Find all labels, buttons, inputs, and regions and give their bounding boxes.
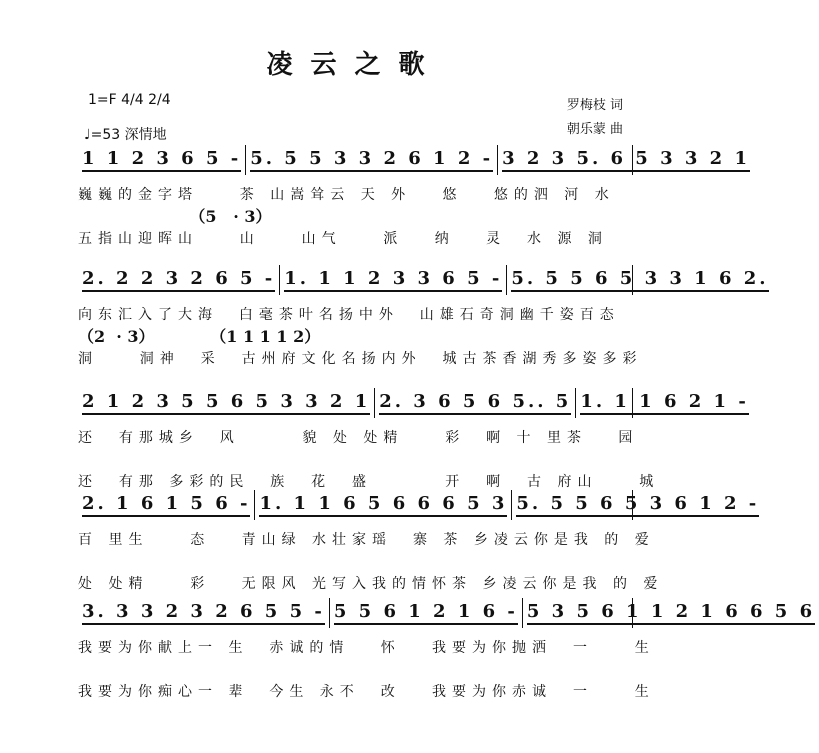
key-signature: 1=F 4/4 2/4	[88, 92, 171, 108]
measure-notes: 1. 1 1 2 3 3 6 5 -	[284, 268, 502, 292]
alt-notes	[78, 552, 633, 572]
measure	[279, 265, 506, 295]
measure-notes: 2. 1 6 1 5 6 -	[82, 493, 250, 517]
notes-row	[78, 265, 769, 295]
measure-notes: 3. 3 3 2 3 2 6 5 5 -	[82, 601, 325, 625]
lyrics-verse-2: 洞 洞神 采 古州府文化名扬内外 城古茶香湖秀多姿多彩	[78, 351, 643, 367]
score-system	[78, 598, 816, 704]
lyrics-verse-2: 还 有那 多彩的民 族 花 盛 开 啊 古 府山 城	[78, 474, 660, 490]
measure-notes: 1. 1 1 6 5 6 6 6 5 3	[259, 493, 507, 517]
lyrics-verse-1: 巍巍的金字塔 茶 山嵩耸云 天 外 悠 悠的泗 河 水	[78, 187, 615, 203]
measure	[78, 265, 279, 295]
measure	[329, 598, 522, 628]
composer-credit: 朝乐蒙 曲	[566, 122, 623, 137]
measure	[78, 388, 374, 418]
measure	[497, 145, 754, 175]
lyrics-verse-1: 我要为你献上一 生 赤诚的情 怀 我要为你抛洒 一 生	[78, 640, 655, 656]
tempo-marking: ♩=53 深情地	[84, 127, 167, 143]
measure	[522, 598, 819, 628]
measure-notes: 2. 3 6 5 6 5.. 5	[379, 391, 571, 415]
measure-notes: 5. 5 5 6 5 3 6 1 2 -	[516, 493, 759, 517]
measure	[511, 490, 763, 520]
score-system	[78, 388, 749, 494]
measure	[245, 145, 497, 175]
measure	[78, 145, 245, 175]
score-system	[78, 490, 760, 596]
measure-notes: 1. 1 1 6 2 1 -	[580, 391, 748, 415]
notes-row	[78, 490, 760, 520]
measure-notes: 5 3 5 6 1 1 2 1 6 6 5 6	[527, 601, 815, 625]
measure-notes: 2 1 2 3 5 5 6 5 3 3 2 1	[82, 391, 370, 415]
measure	[575, 388, 752, 418]
lyricist-credit: 罗梅枝 词	[566, 98, 623, 113]
lyrics-verse-1: 还 有那城乡 风 貌 处 处精 彩 啊 十 里茶 园	[78, 430, 639, 446]
lyrics-verse-1: 向东汇入了大海 白毫茶叶名扬中外 山雄石奇洞幽千姿百态	[78, 307, 620, 323]
measure	[78, 490, 254, 520]
alt-notes	[78, 450, 633, 470]
alt-notes: （2 · 3） （1 1 1 1 2）	[78, 327, 321, 346]
score-system	[78, 145, 750, 251]
song-title: 凌云之歌	[266, 50, 443, 80]
measure	[78, 598, 329, 628]
measure	[254, 490, 511, 520]
lyrics-verse-2: 处 处精 彩 无限风 光写入我的情怀茶 乡凌云你是我 的 爱	[78, 576, 664, 592]
notes-row	[78, 598, 816, 628]
lyrics-verse-2: 我要为你痴心一 辈 今生 永不 改 我要为你赤诚 一 生	[78, 684, 655, 700]
measure-notes: 5. 5 5 6 5 3 3 1 6 2.	[511, 268, 768, 292]
lyrics-verse-2: 五指山迎晖山 山 山气 派 纳 灵 水 源 洞	[78, 231, 608, 247]
notes-row	[78, 145, 750, 175]
alt-notes	[78, 660, 633, 680]
measure-notes: 5. 5 5 3 3 2 6 1 2 -	[250, 148, 493, 172]
measure	[374, 388, 575, 418]
alt-notes: （5 · 3）	[78, 207, 272, 226]
notes-row	[78, 388, 749, 418]
measure-notes: 5 5 6 1 2 1 6 -	[334, 601, 518, 625]
measure-notes: 1 1 2 3 6 5 -	[82, 148, 241, 172]
score-system	[78, 265, 769, 371]
lyrics-verse-1: 百 里生 态 青山绿 水壮家瑶 寨 茶 乡凌云你是我 的 爱	[78, 532, 655, 548]
measure-notes: 3 2 3 5. 6 5 3 3 2 1	[502, 148, 750, 172]
measure	[506, 265, 772, 295]
measure-notes: 2. 2 2 3 2 6 5 -	[82, 268, 275, 292]
